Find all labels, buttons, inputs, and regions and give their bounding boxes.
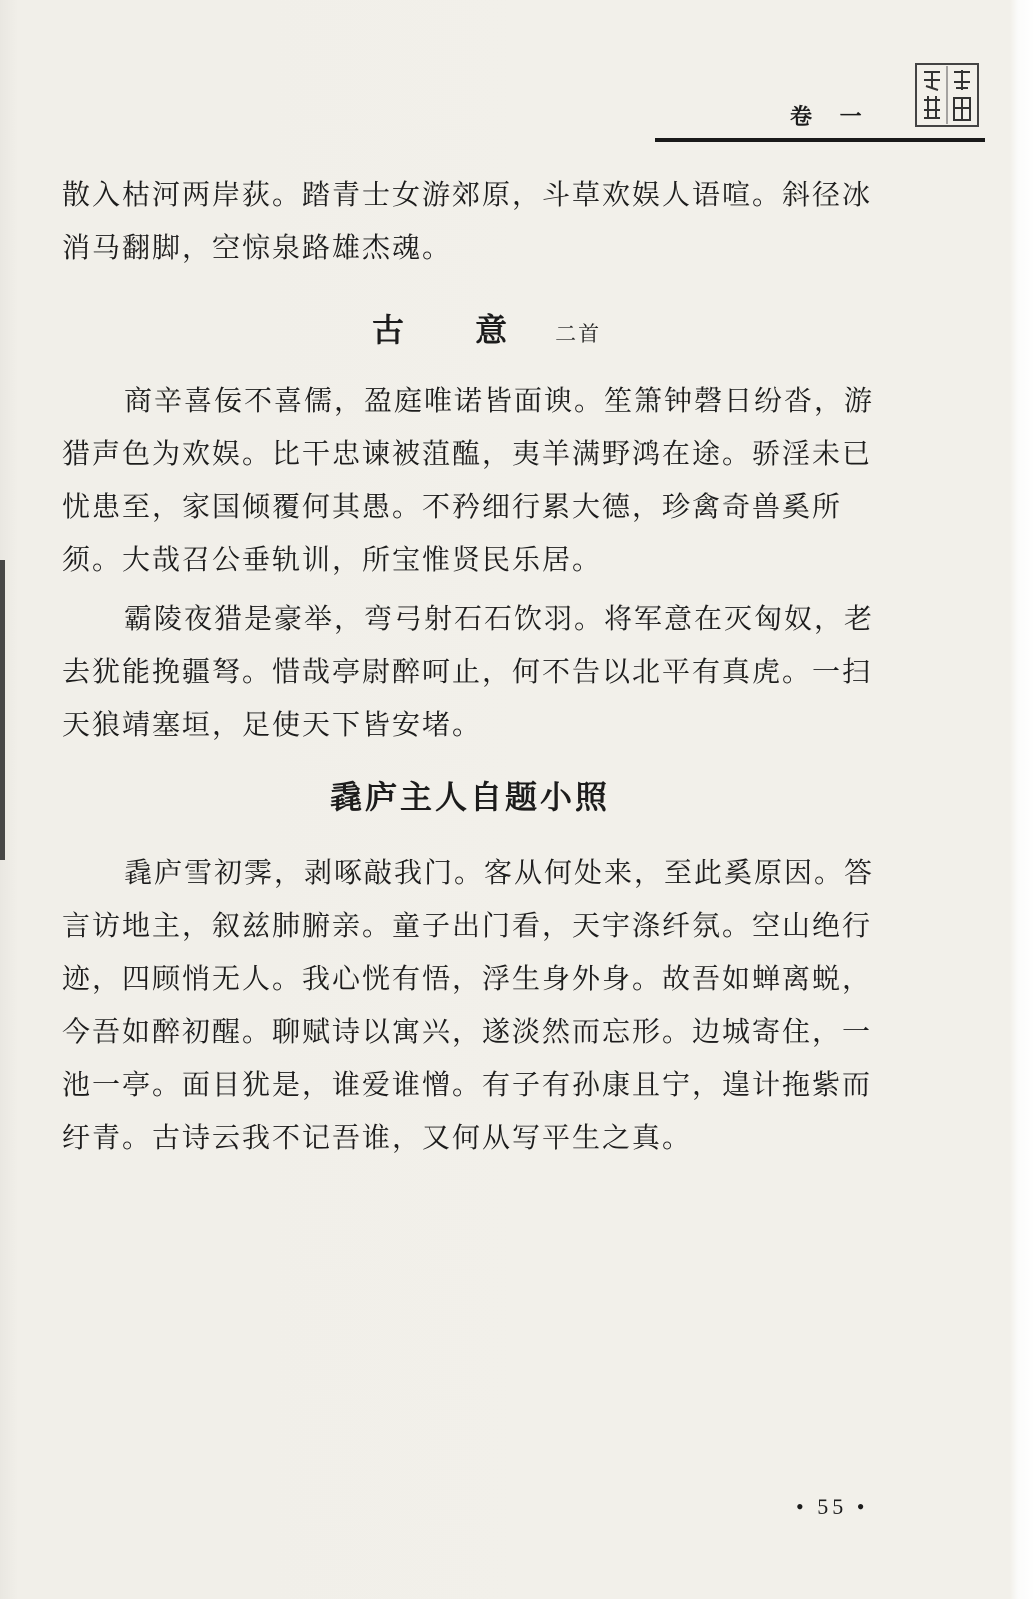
- header-rule: [655, 138, 985, 142]
- continuation-text: 散入枯河两岸荻。踏青士女游郊原，斗草欢娱人语喧。斜径冰消马翻脚，空惊泉路雄杰魂。: [62, 178, 873, 264]
- poem-title-text: 古 意: [372, 311, 538, 349]
- running-head: 卷 一: [790, 104, 872, 130]
- poem1-body: [62, 374, 874, 751]
- poem2-text: 毳庐雪初霁，剥啄敲我门。客从何处来，至此奚原因。答言访地主，叙兹肺腑亲。童子出门看，天宇涤纤氛。空山绝行迹，四顾悄无人。我心恍有悟，浮生身外身。故吾如蝉离蜕，今吾如醉初醒。聊赋诗以寓兴，遂淡然而忘形。边城寄住，一池一亭。面目犹是，谁爱谁憎。有子有孙康且宁，遑计拖紫而纡青。古诗云我不记吾谁，又何从写平生之真。: [62, 856, 875, 1154]
- scan-edge-shadow: [0, 560, 5, 860]
- poem2-body: [62, 846, 878, 1164]
- poem1-stanza2: 霸陵夜猎是豪举，弯弓射石石饮羽。将军意在灭匈奴，老去犹能挽疆弩。惜哉亭尉醉呵止，何不告以北平有真虎。一扫天狼靖塞垣，足使天下皆安堵。: [62, 602, 875, 741]
- poem1-stanza1: 商辛喜佞不喜儒，盈庭唯诺皆面谀。笙箫钟磬日纷沓，游猎声色为欢娱。比干忠谏被菹醢，夷羊满野鸿在途。骄淫未已忧患至，家国倾覆何其愚。不矜细行累大德，珍禽奇兽奚所须。大哉召公垂轨训，所宝惟贤民乐居。: [62, 384, 875, 576]
- poem-title-guyi: [372, 305, 601, 351]
- poem-title-cuilu: 毳庐主人自题小照: [330, 778, 611, 816]
- page-number: • 55 •: [796, 1494, 869, 1519]
- poem-subtitle: 二首: [555, 322, 602, 346]
- continuation-paragraph: [62, 168, 874, 274]
- seal-stamp-icon: [914, 62, 980, 128]
